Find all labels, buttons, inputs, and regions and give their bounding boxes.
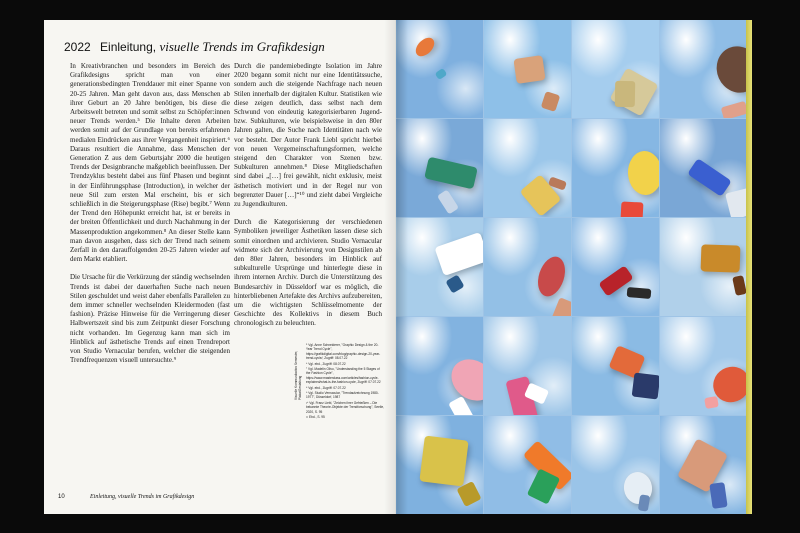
tile-cans (572, 317, 659, 415)
product-object (424, 157, 478, 190)
paragraph: Die Ursache für die Verkürzung der ständig wechselnden Trends ist dabei der dauerhaften Suche nach neuen Stilen geschuldet und weist daher ebenfalls Parallelen zu dem immer schneller wechselnden Kleidermoden (fast fashion). Präzise Hinweise für die Verringerung dieser Halbwertszeit sind bis zum Zeitpunkt dieser Forschung nicht vorhanden. Im Gegenzug kann man sich im Hinblick auf ästhetische Trends auf einen Trendreport von Studio Vernacular berufen, welcher die steigenden Trendfrequenzen visuell untersuchte.⁹ (70, 273, 230, 365)
tile-bottles-hand (396, 20, 483, 118)
tile-yellow-shoes (484, 119, 571, 217)
product-detail (721, 101, 747, 118)
footnote: ⁶ Vgl. ebd., Zugriff: 08.07.22 (306, 361, 346, 366)
heading-year: 2022 (64, 40, 91, 54)
paragraph: Durch die pandemiebedingte Isolation im Jahre 2020 begann somit nicht nur eine Identitätssuche, sondern auch die steigende Nachfrage nach neuen Stilen innerhalb der digitalen Kultur. Statistiken wie diese zeigen deutlich, dass selbst nach dem Schwund von eindeutig kategorisierbaren Jugend- bzw. Subkulturen, wie beispielsweise in den 80er Jahren galten, die Suche nach Identitäten nach wie vor besteht. Der Autor Frank Liebl spricht hierbei von neuen Vergemeinschaftungsformen, welche steigend den Charakter von Szenen bzw. Subkulturen annehmen.⁸ Diese Mitgliedschaften sind dabei „[…] frei gewählt, nicht exklusiv, meist ästhetisch motiviert und in der Regel nur von begrenzter Dauer […]“¹⁰ und zieht dabei Vergleiche zu Jugendkulturen. (234, 62, 382, 209)
product-detail (638, 494, 650, 511)
product-detail (541, 91, 561, 112)
product-object (434, 232, 483, 276)
page-heading (64, 39, 325, 55)
product-object (412, 34, 437, 59)
tile-pink-cosmetics (396, 317, 483, 415)
book-spread (44, 20, 752, 514)
product-detail (437, 190, 459, 215)
footnote: ⁹ Vgl. Studio Vernacular, "Trendaufzeichnung 1980-1977", Düsseldorf, 1987 (306, 391, 379, 400)
product-detail (709, 482, 727, 509)
tile-hand-cosmetic (660, 20, 747, 118)
footnote: ⁷ Vgl. Madelin Olivo, "Understanding the 5 Stages of the Fashion Cycle", https://www.masterclass.com/articles/fashion-cycle-explained/what-is-the-fashion-cycle, Zugriff: 07.07.22 (306, 367, 381, 385)
page-number: 10 (58, 494, 65, 500)
product-object (701, 244, 741, 272)
vertical-note: Visuelle Kommunikation Semester, PlakatGestaltung (294, 350, 303, 400)
tile-beer-bottles (660, 218, 747, 316)
page-edge (746, 20, 752, 514)
product-detail (445, 274, 464, 293)
left-page (44, 20, 396, 514)
tile-hands-cookie (484, 20, 571, 118)
product-detail (627, 287, 652, 299)
tile-hand-lipstick (484, 218, 571, 316)
tile-orange-cans (660, 317, 747, 415)
product-object (513, 55, 545, 84)
paragraph: In Kreativbranchen und besonders im Bereich des Grafikdesigns spricht man von einer generationsbedingten Trenddauer mit einer Spanne von 20-25 Jahren. Man geht davon aus, dass Menschen ab ihrer Geburt an 20 Jahre benötigen, bis diese die Arbeitswelt betreten und somit selbst zu Schöpfer:innen neuer Trends werden.⁵ Die Inhalte deren Arbeiten werden somit auf der Grundlage von bereits erfahrenen medialen Eindrücken aus ihrer Vergangenheit inspiriert.⁶ Daraus resultiert die Annahme, dass Menschen der Generation Z aus dem Geburtsjahr 2000 die heutigen Trends der Designbranche maßgeblich beeinflussen. Der Trendzyklus besteht dabei aus fünf Phasen und beginnt in der Einführungsphase (Introduction), in welcher der neue Stil zum ersten Mal erscheint, bis er sich schließlich in die Steigerungsphase (Rise) begibt.⁷ Wenn der Trend den Höhepunkt erreicht hat, ist er bereits in der breiten Öffentlichkeit und durch Nachahmung in der Massenproduktion angekommen.⁸ An dieser Stelle kann man davon ausgehen, dass sich der Trend nach seinem Zerfall in den darauffolgenden 20-25 Jahren wieder auf dem Markt etabliert. (70, 62, 230, 264)
footnote: ¹¹ Ebd., S. 95 (306, 415, 325, 420)
tile-green-can (396, 119, 483, 217)
product-object (687, 158, 732, 197)
tile-plus-box (396, 416, 483, 514)
heading-title-italic: visuelle Trends im Grafikdesign (159, 39, 325, 54)
book-gutter (384, 20, 408, 514)
tile-bananas (572, 20, 659, 118)
product-detail (632, 373, 659, 400)
tile-pink-brush (484, 317, 571, 415)
footnote: ⁸ Vgl. ebd., Zugriff: 07.07.22 (306, 385, 346, 390)
product-object (419, 435, 468, 486)
product-object (627, 150, 659, 196)
right-page-photo-grid (396, 20, 752, 514)
product-detail (615, 81, 635, 107)
product-detail (621, 201, 644, 217)
tile-red-bottle (572, 218, 659, 316)
paragraph: Durch die Kategorisierung der verschiedenen Symboliken jeweiliger Ästhetiken lassen diese sich somit einordnen und archivieren. Studio Vernacular widmete sich der Archivierung von Designstilen ab den 80er Jahren, besonders im Hinblick auf subkulturelle Ursprünge und hinterlegte diese in ihrem internen Archiv. Durch die Unterstützung des Bundesarchiv in Düsseldorf war es möglich, die hinterbliebenen Artefakte des Archivs aufzubereiten, um die wichtigsten Schlüsselmomente der Geschichte des Kollektivs in diesem Buch chronologisch zu beleuchten. (234, 218, 382, 328)
product-object (709, 39, 747, 99)
footnote: ⁵ Vgl. Anne Schneiderer, "Graphic Design & the 20-Year Trend Cycle", https://grafikdigital.com/blog/graphic-design-20-year-trend-cycle/, Zugriff: 08.07.22 (306, 343, 381, 361)
tile-chips-bag (484, 416, 571, 514)
tile-cream-jar (572, 416, 659, 514)
product-detail (732, 275, 747, 296)
tile-sky-flies (396, 218, 483, 316)
product-detail (551, 297, 571, 316)
product-detail (725, 187, 747, 217)
product-detail (704, 396, 719, 409)
text-column-2 (234, 62, 382, 329)
heading-title: Einleitung, (100, 40, 157, 54)
running-footer: Einleitung, visuelle Trends im Grafikdesign (90, 494, 195, 500)
tile-blue-tube (660, 119, 747, 217)
tile-hand-glass (660, 416, 747, 514)
product-object (533, 253, 569, 300)
footnotes (306, 343, 384, 421)
text-column-1 (70, 62, 230, 366)
footnote: ¹⁰ Vgl. Franz Liebl, "Zeichen ihrer Gefrießten – Die bekannte Theorie-Objekte der Trendforschung", Seelle, 2020, S. 95 (306, 400, 384, 414)
tile-yellow-box (572, 119, 659, 217)
product-detail (435, 68, 448, 80)
